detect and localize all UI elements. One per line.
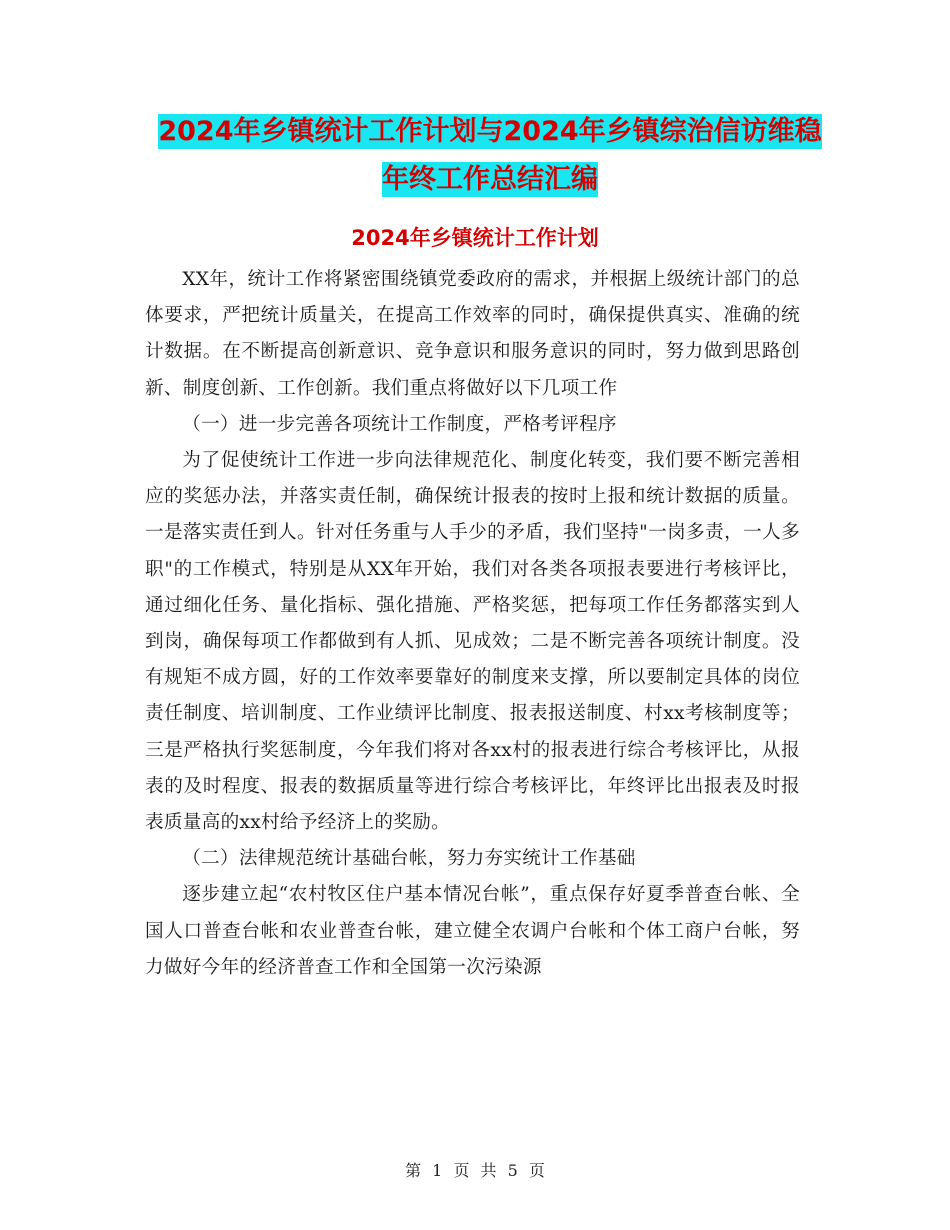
paragraph-1: 为了促使统计工作进一步向法律规范化、制度化转变，我们要不断完善相应的奖惩办法，并落实责任制，确保统计报表的按时上报和统计数据的质量。一是落实责任到人。针对任务重与人手少的矛盾，我们坚持"一岗多责，一人多职"的工作模式，特别是从XX年开始，我们对各类各项报表要进行考核评比，通过细化任务、量化指标、强化措施、严格奖惩，把每项工作任务都落实到人到岗，确保每项工作都做到有人抓、见成效；二是不断完善各项统计制度。没有规矩不成方圆，好的工作效率要靠好的制度来支撑，所以要制定具体的岗位责任制度、培训制度、工作业绩评比制度、报表报送制度、村xx考核制度等；三是严格执行奖惩制度，今年我们将对各xx村的报表进行综合考核评比，从报表的及时程度、报表的数据质量等进行综合考核评比，年终评比出报表及时报表质量高的xx村给予经济上的奖励。 [145,450,800,834]
document-title [150,108,830,204]
document-title-line2: 年终工作总结汇编 [382,164,598,195]
document-body [145,262,800,986]
subheading-1: （一）进一步完善各项统计工作制度，严格考评程序 [182,413,617,435]
paragraph-intro: XX年，统计工作将紧密围绕镇党委政府的需求，并根据上级统计部门的总体要求，严把统计质量关，在提高工作效率的同时，确保提供真实、准确的统计数据。在不断提高创新意识、竞争意识和服务意识的同时，努力做到思路创新、制度创新、工作创新。我们重点将做好以下几项工作 [145,269,800,399]
page-number-footer: 第 1 页 共 5 页 [405,1161,545,1180]
document-title-line1: 2024年乡镇统计工作计划与2024年乡镇综治信访维稳 [158,116,822,147]
paragraph-2: 逐步建立起“农村牧区住户基本情况台帐”，重点保存好夏季普查台帐、全国人口普查台帐和农业普查台帐，建立健全农调户台帐和个体工商户台帐，努力做好今年的经济普查工作和全国第一次污染源 [145,884,800,978]
section-title: 2024年乡镇统计工作计划 [351,226,599,250]
subheading-2: （二）法律规范统计基础台帐，努力夯实统计工作基础 [182,848,636,870]
